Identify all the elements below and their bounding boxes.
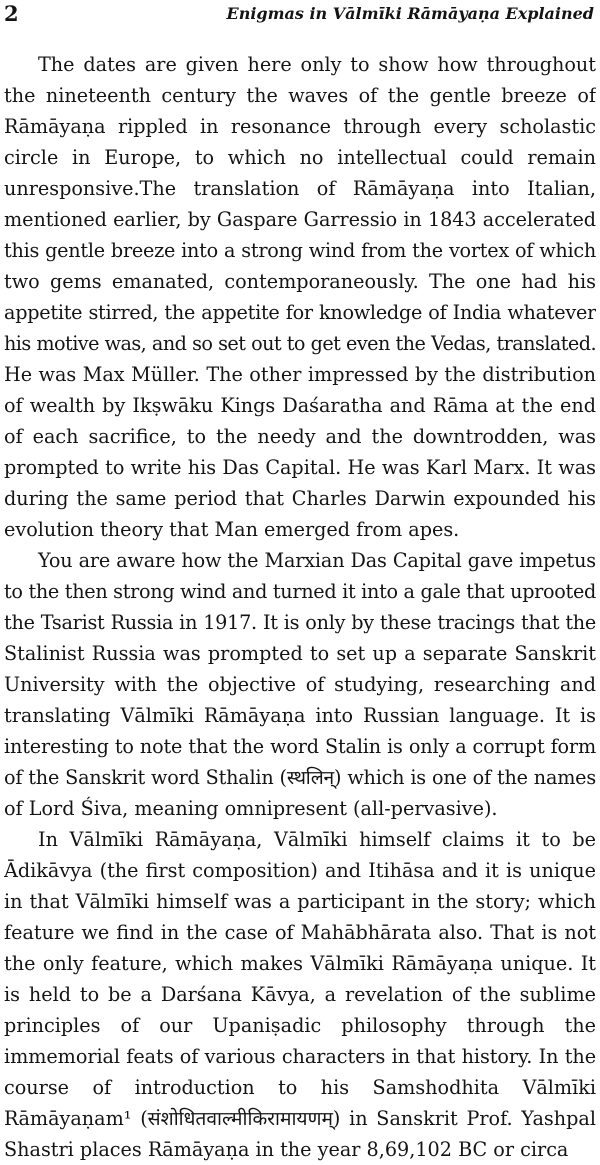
paragraph-1 bbox=[4, 49, 596, 545]
text-line: the Tsarist Russia in 1917. It is only by these tracings that the bbox=[4, 611, 596, 634]
text-line: course of introduction to his Samshodhita Vālmīki bbox=[4, 1076, 596, 1099]
text-line: Rāmāyaṇa rippled in resonance through every scholastic bbox=[4, 115, 596, 138]
text-line: evolution theory that Man emerged from apes. bbox=[4, 518, 460, 541]
text-line: prompted to write his Das Capital. He was Karl Marx. It was bbox=[4, 456, 596, 479]
text-line: circle in Europe, to which no intellectual could remain bbox=[4, 146, 596, 169]
text-line: this gentle breeze into a strong wind from the vortex of which bbox=[4, 239, 596, 262]
text-line: in that Vālmīki himself was a participant in the story; which bbox=[4, 890, 596, 913]
text-line: You are aware how the Marxian Das Capital gave impetus bbox=[38, 549, 596, 572]
text-line: feature we find in the case of Mahābhārata also. That is not bbox=[4, 921, 596, 944]
text-line: interesting to note that the word Stalin is only a corrupt form bbox=[4, 735, 596, 758]
text-line: translating Vālmīki Rāmāyaṇa into Russian language. It is bbox=[4, 704, 596, 727]
text-line: mentioned earlier, by Gaspare Garressio in 1843 accelerated bbox=[4, 208, 596, 231]
text-line: the nineteenth century the waves of the gentle breeze of bbox=[4, 84, 596, 107]
text-line: He was Max Müller. The other impressed by the distribution bbox=[4, 363, 596, 386]
text-line: The dates are given here only to show how throughout bbox=[38, 53, 596, 76]
body-text bbox=[4, 49, 596, 1165]
text-line: two gems emanated, contemporaneously. The one had his bbox=[4, 270, 596, 293]
text-line: Ādikāvya (the first composition) and Itihāsa and it is unique bbox=[4, 859, 596, 882]
text-line: principles of our Upaniṣadic philosophy through the bbox=[4, 1014, 596, 1037]
text-line: of Lord Śiva, meaning omnipresent (all-pervasive). bbox=[4, 797, 498, 820]
text-line: In Vālmīki Rāmāyaṇa, Vālmīki himself claims it to be bbox=[38, 828, 596, 851]
paragraph-2 bbox=[4, 545, 596, 824]
text-line: to the then strong wind and turned it into a gale that uprooted bbox=[4, 580, 596, 603]
text-line: the only feature, which makes Vālmīki Rāmāyaṇa unique. It bbox=[4, 952, 596, 975]
text-line: of wealth by Ikṣwāku Kings Daśaratha and Rāma at the end bbox=[4, 394, 596, 417]
text-line: immemorial feats of various characters in that history. In the bbox=[4, 1045, 596, 1068]
text-line: Shastri places Rāmāyaṇa in the year 8,69,102 BC or circa bbox=[4, 1138, 569, 1161]
page-number: 2 bbox=[4, 1, 19, 26]
text-line: of each sacrifice, to the needy and the downtrodden, was bbox=[4, 425, 596, 448]
page-header bbox=[2, 1, 596, 27]
text-line: is held to be a Darśana Kāvya, a revelation of the sublime bbox=[4, 983, 596, 1006]
text-line: University with the objective of studying, researching and bbox=[4, 673, 596, 696]
text-line: during the same period that Charles Darwin expounded his bbox=[4, 487, 596, 510]
text-line: appetite stirred, the appetite for knowledge of India whatever bbox=[4, 301, 596, 324]
paragraph-3 bbox=[4, 824, 596, 1165]
text-line: his motive was, and so set out to get even the Vedas, translated. bbox=[4, 332, 596, 355]
running-head: Enigmas in Vālmīki Rāmāyaṇa Explained bbox=[226, 4, 594, 23]
text-line: Stalinist Russia was prompted to set up a separate Sanskrit bbox=[4, 642, 596, 665]
text-line: Rāmāyaṇam¹ (संशोधितवाल्मीकिरामायणम्) in Sanskrit Prof. Yashpal bbox=[4, 1107, 596, 1130]
text-line: unresponsive.The translation of Rāmāyaṇa into Italian, bbox=[4, 177, 596, 200]
text-line: of the Sanskrit word Sthalin (स्थलिन्) which is one of the names bbox=[4, 766, 596, 789]
